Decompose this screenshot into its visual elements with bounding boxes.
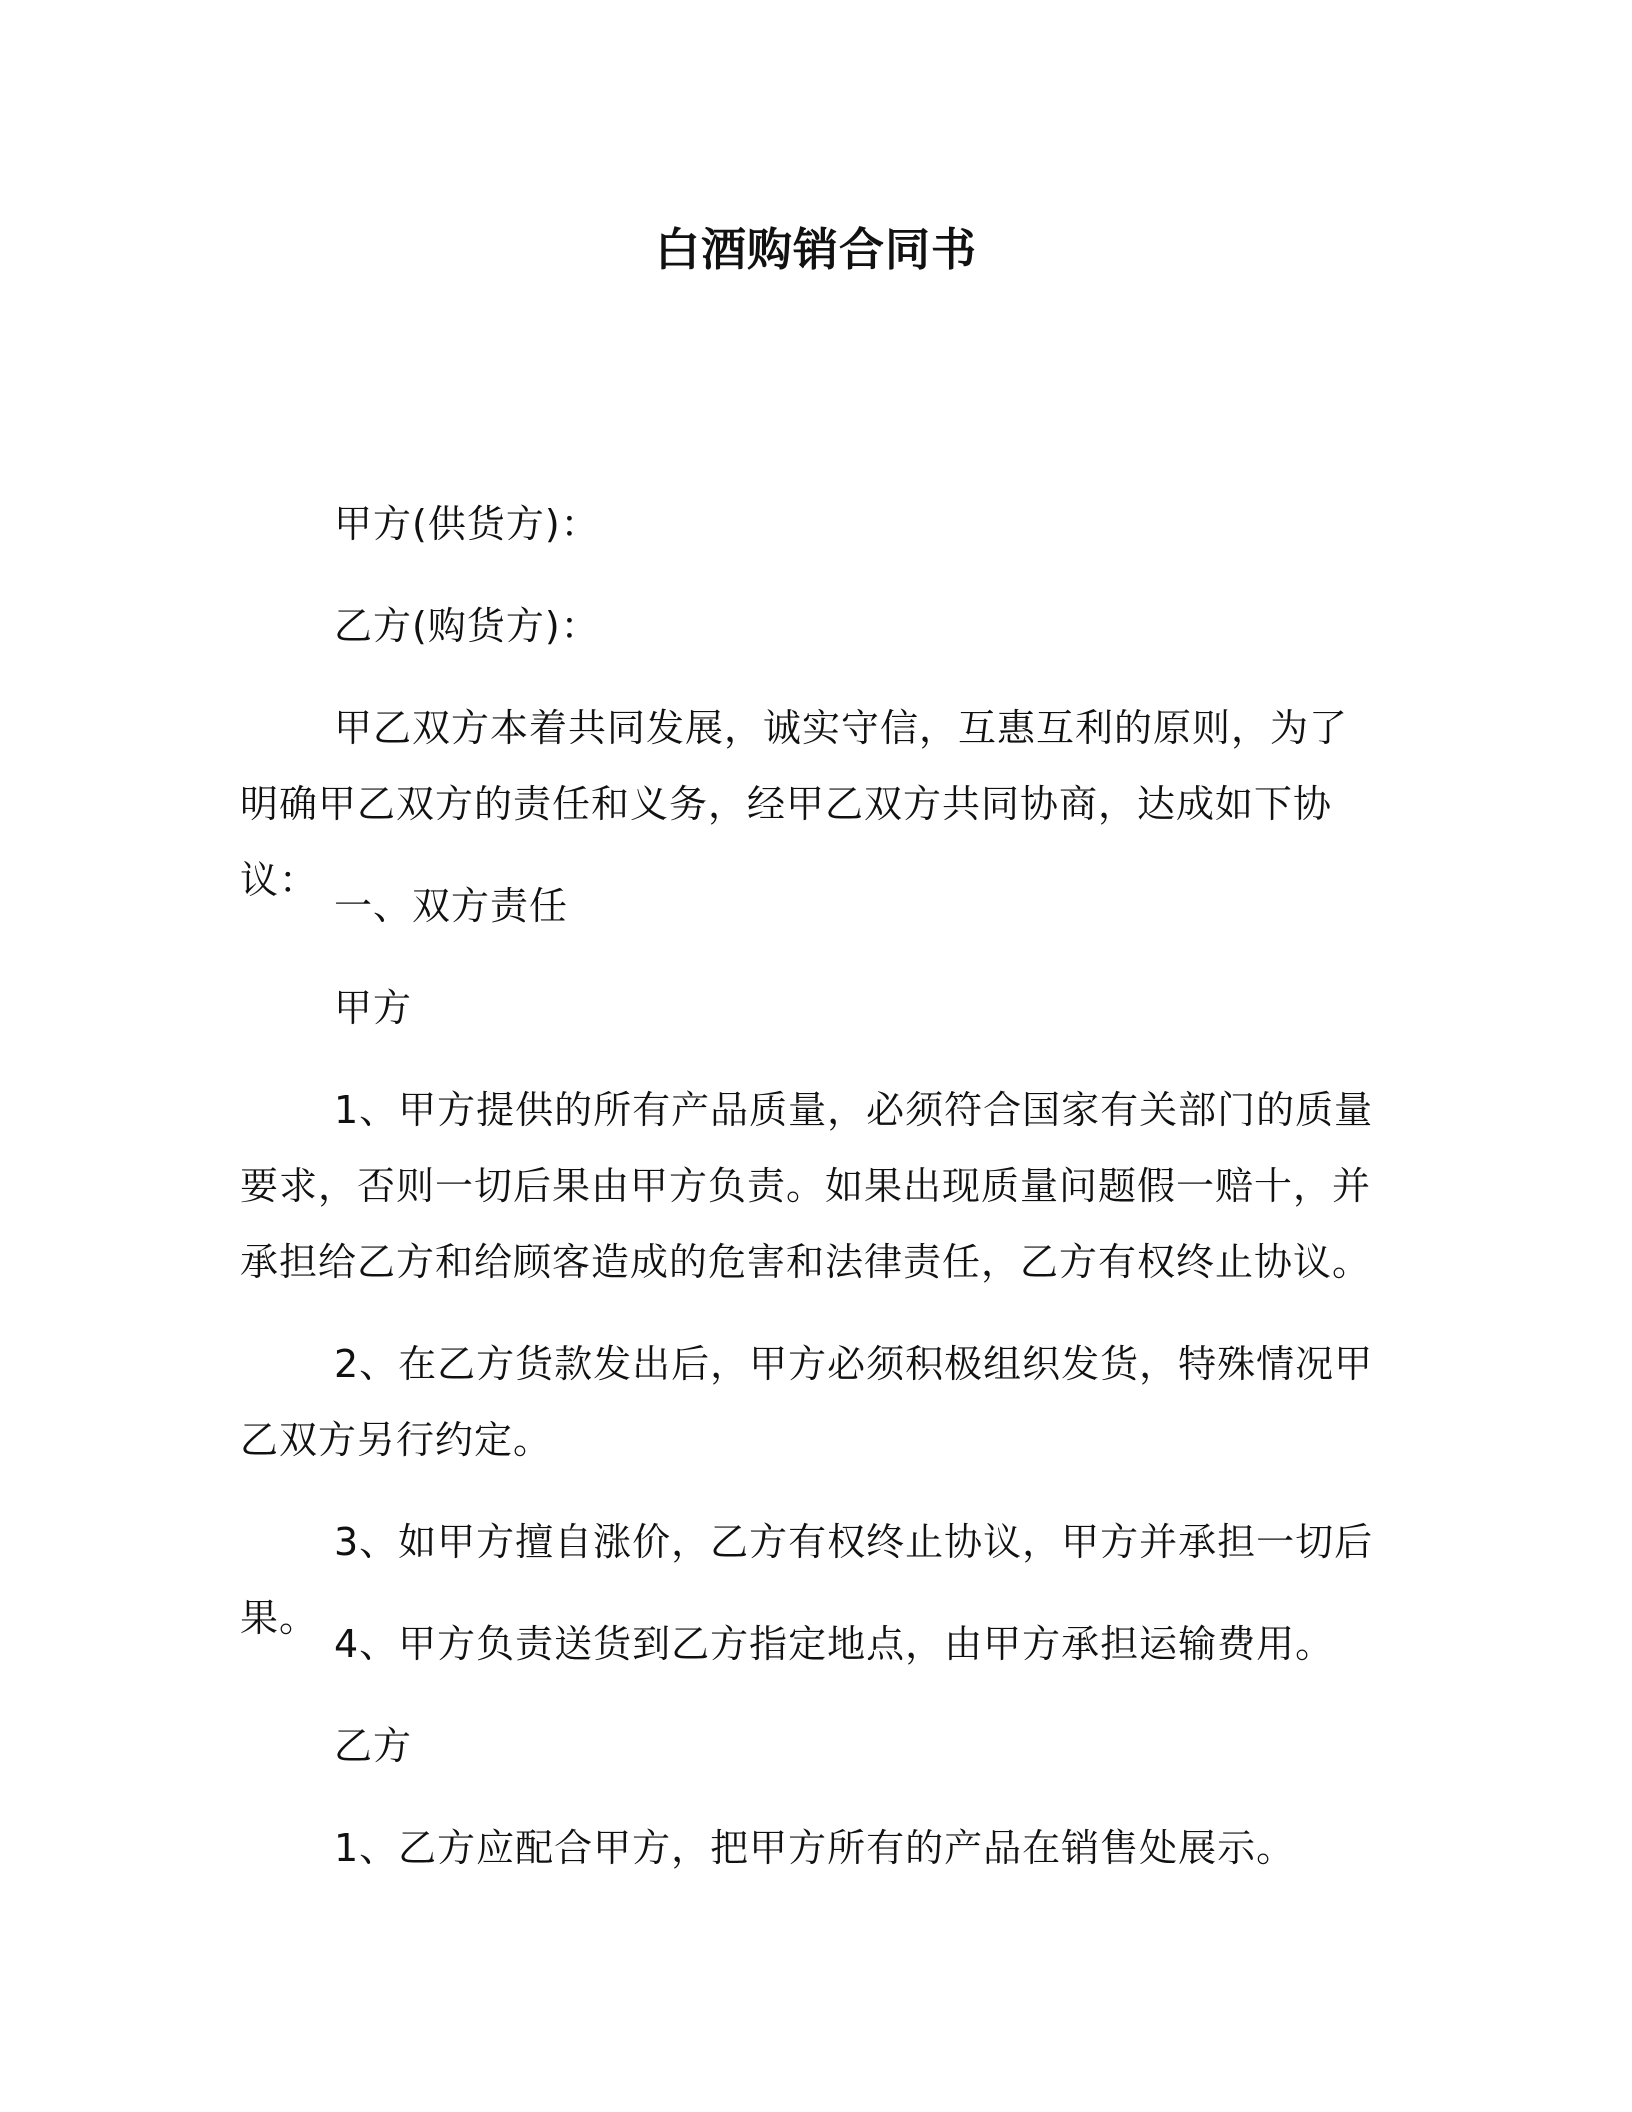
party-b-heading: 乙方: [334, 1724, 413, 1768]
party-a-heading: 甲方: [334, 986, 413, 1030]
party-b-line: 乙方(购货方)：: [334, 604, 600, 648]
document-title: 白酒购销合同书: [654, 223, 977, 276]
section-heading-responsibilities: 一、双方责任: [334, 884, 569, 928]
preamble-paragraph: 甲乙双方本着共同发展，诚实守信，互惠互利的原则，为了明确甲乙双方的责任和义务，经甲乙双方共同协商，达成如下协议：: [240, 706, 1349, 902]
party-a-item-1: 1、甲方提供的所有产品质量，必须符合国家有关部门的质量要求，否则一切后果由甲方负责。如果出现质量问题假一赔十，并承担给乙方和给顾客造成的危害和法律责任，乙方有权终止协议。: [240, 1088, 1374, 1284]
party-a-item-2: 2、在乙方货款发出后，甲方必须积极组织发货，特殊情况甲乙双方另行约定。: [240, 1342, 1374, 1462]
party-a-item-4: 4、甲方负责送货到乙方指定地点，由甲方承担运输费用。: [334, 1622, 1335, 1666]
party-b-item-1: 1、乙方应配合甲方，把甲方所有的产品在销售处展示。: [334, 1826, 1296, 1870]
party-a-line: 甲方(供货方)：: [334, 502, 600, 546]
party-a-item-3: 3、如甲方擅自涨价，乙方有权终止协议，甲方并承担一切后果。: [240, 1520, 1374, 1640]
